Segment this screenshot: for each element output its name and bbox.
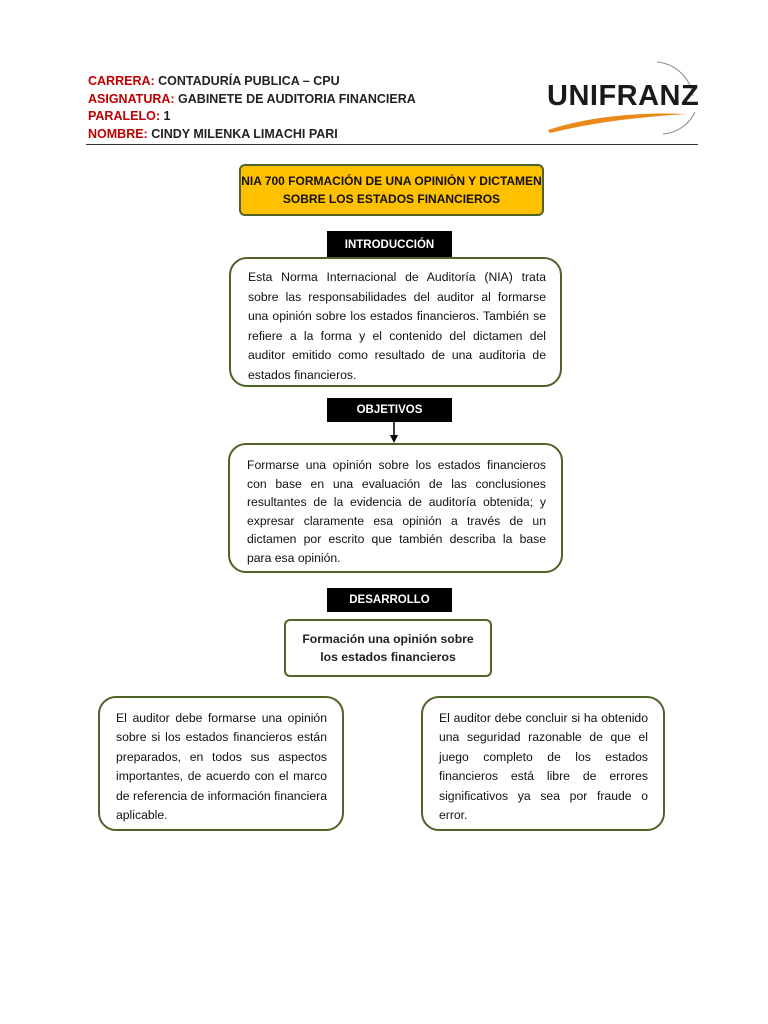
introduccion-text: Esta Norma Internacional de Auditoría (NIA) trata sobre las responsabilidades del auditor al formarse una opinión sobre los estados financieros. También se refiere a la forma y el contenido del dictamen del auditor emitido como resultado de una auditoria de estados financieros. (248, 270, 546, 382)
introduccion-label: INTRODUCCIÓN (327, 231, 452, 258)
header-label: ASIGNATURA: (88, 92, 175, 106)
header-value: GABINETE DE AUDITORIA FINANCIERA (174, 92, 416, 106)
introduccion-box (229, 257, 562, 387)
unifranz-logo (540, 56, 700, 140)
desarrollo-right-text: El auditor debe concluir si ha obtenido una seguridad razonable de que el juego completo de los estados financieros está libre de errores significativos ya sea por fraude o error. (439, 711, 648, 823)
header-label: CARRERA: (88, 74, 155, 88)
objetivos-box (228, 443, 563, 573)
document-title: NIA 700 FORMACIÓN DE UNA OPINIÓN Y DICTAMEN SOBRE LOS ESTADOS FINANCIEROS (239, 164, 544, 216)
header-value: 1 (160, 109, 171, 123)
logo-wordmark: UNIFRANZ (547, 80, 700, 112)
header-value: CINDY MILENKA LIMACHI PARI (147, 127, 338, 141)
header-label: PARALELO: (88, 109, 160, 123)
objetivos-label: OBJETIVOS (327, 398, 452, 422)
header-nombre (88, 127, 338, 141)
desarrollo-right-box (421, 696, 665, 831)
header-divider (86, 144, 698, 145)
header-carrera (88, 74, 340, 88)
header-paralelo (88, 109, 170, 123)
desarrollo-label: DESARROLLO (327, 588, 452, 612)
desarrollo-left-text: El auditor debe formarse una opinión sobre si los estados financieros están preparados, en todos sus aspectos importantes, de acuerdo con el marco de referencia de información financiera aplicable. (116, 711, 327, 823)
header-value: CONTADURÍA PUBLICA – CPU (154, 74, 340, 88)
desarrollo-subtitle: Formación una opinión sobre los estados financieros (284, 619, 492, 677)
header-asignatura (88, 92, 416, 106)
arrow-down-icon (388, 422, 400, 444)
desarrollo-left-box (98, 696, 344, 831)
header-label: NOMBRE: (88, 127, 148, 141)
logo-swoosh-icon (540, 110, 690, 134)
objetivos-text: Formarse una opinión sobre los estados financieros con base en una evaluación de las conclusiones resultantes de la evidencia de auditoría obtenida; y expresar claramente esa opinión a través de un dictamen por escrito que también describa la base para esa opinión. (247, 458, 546, 565)
